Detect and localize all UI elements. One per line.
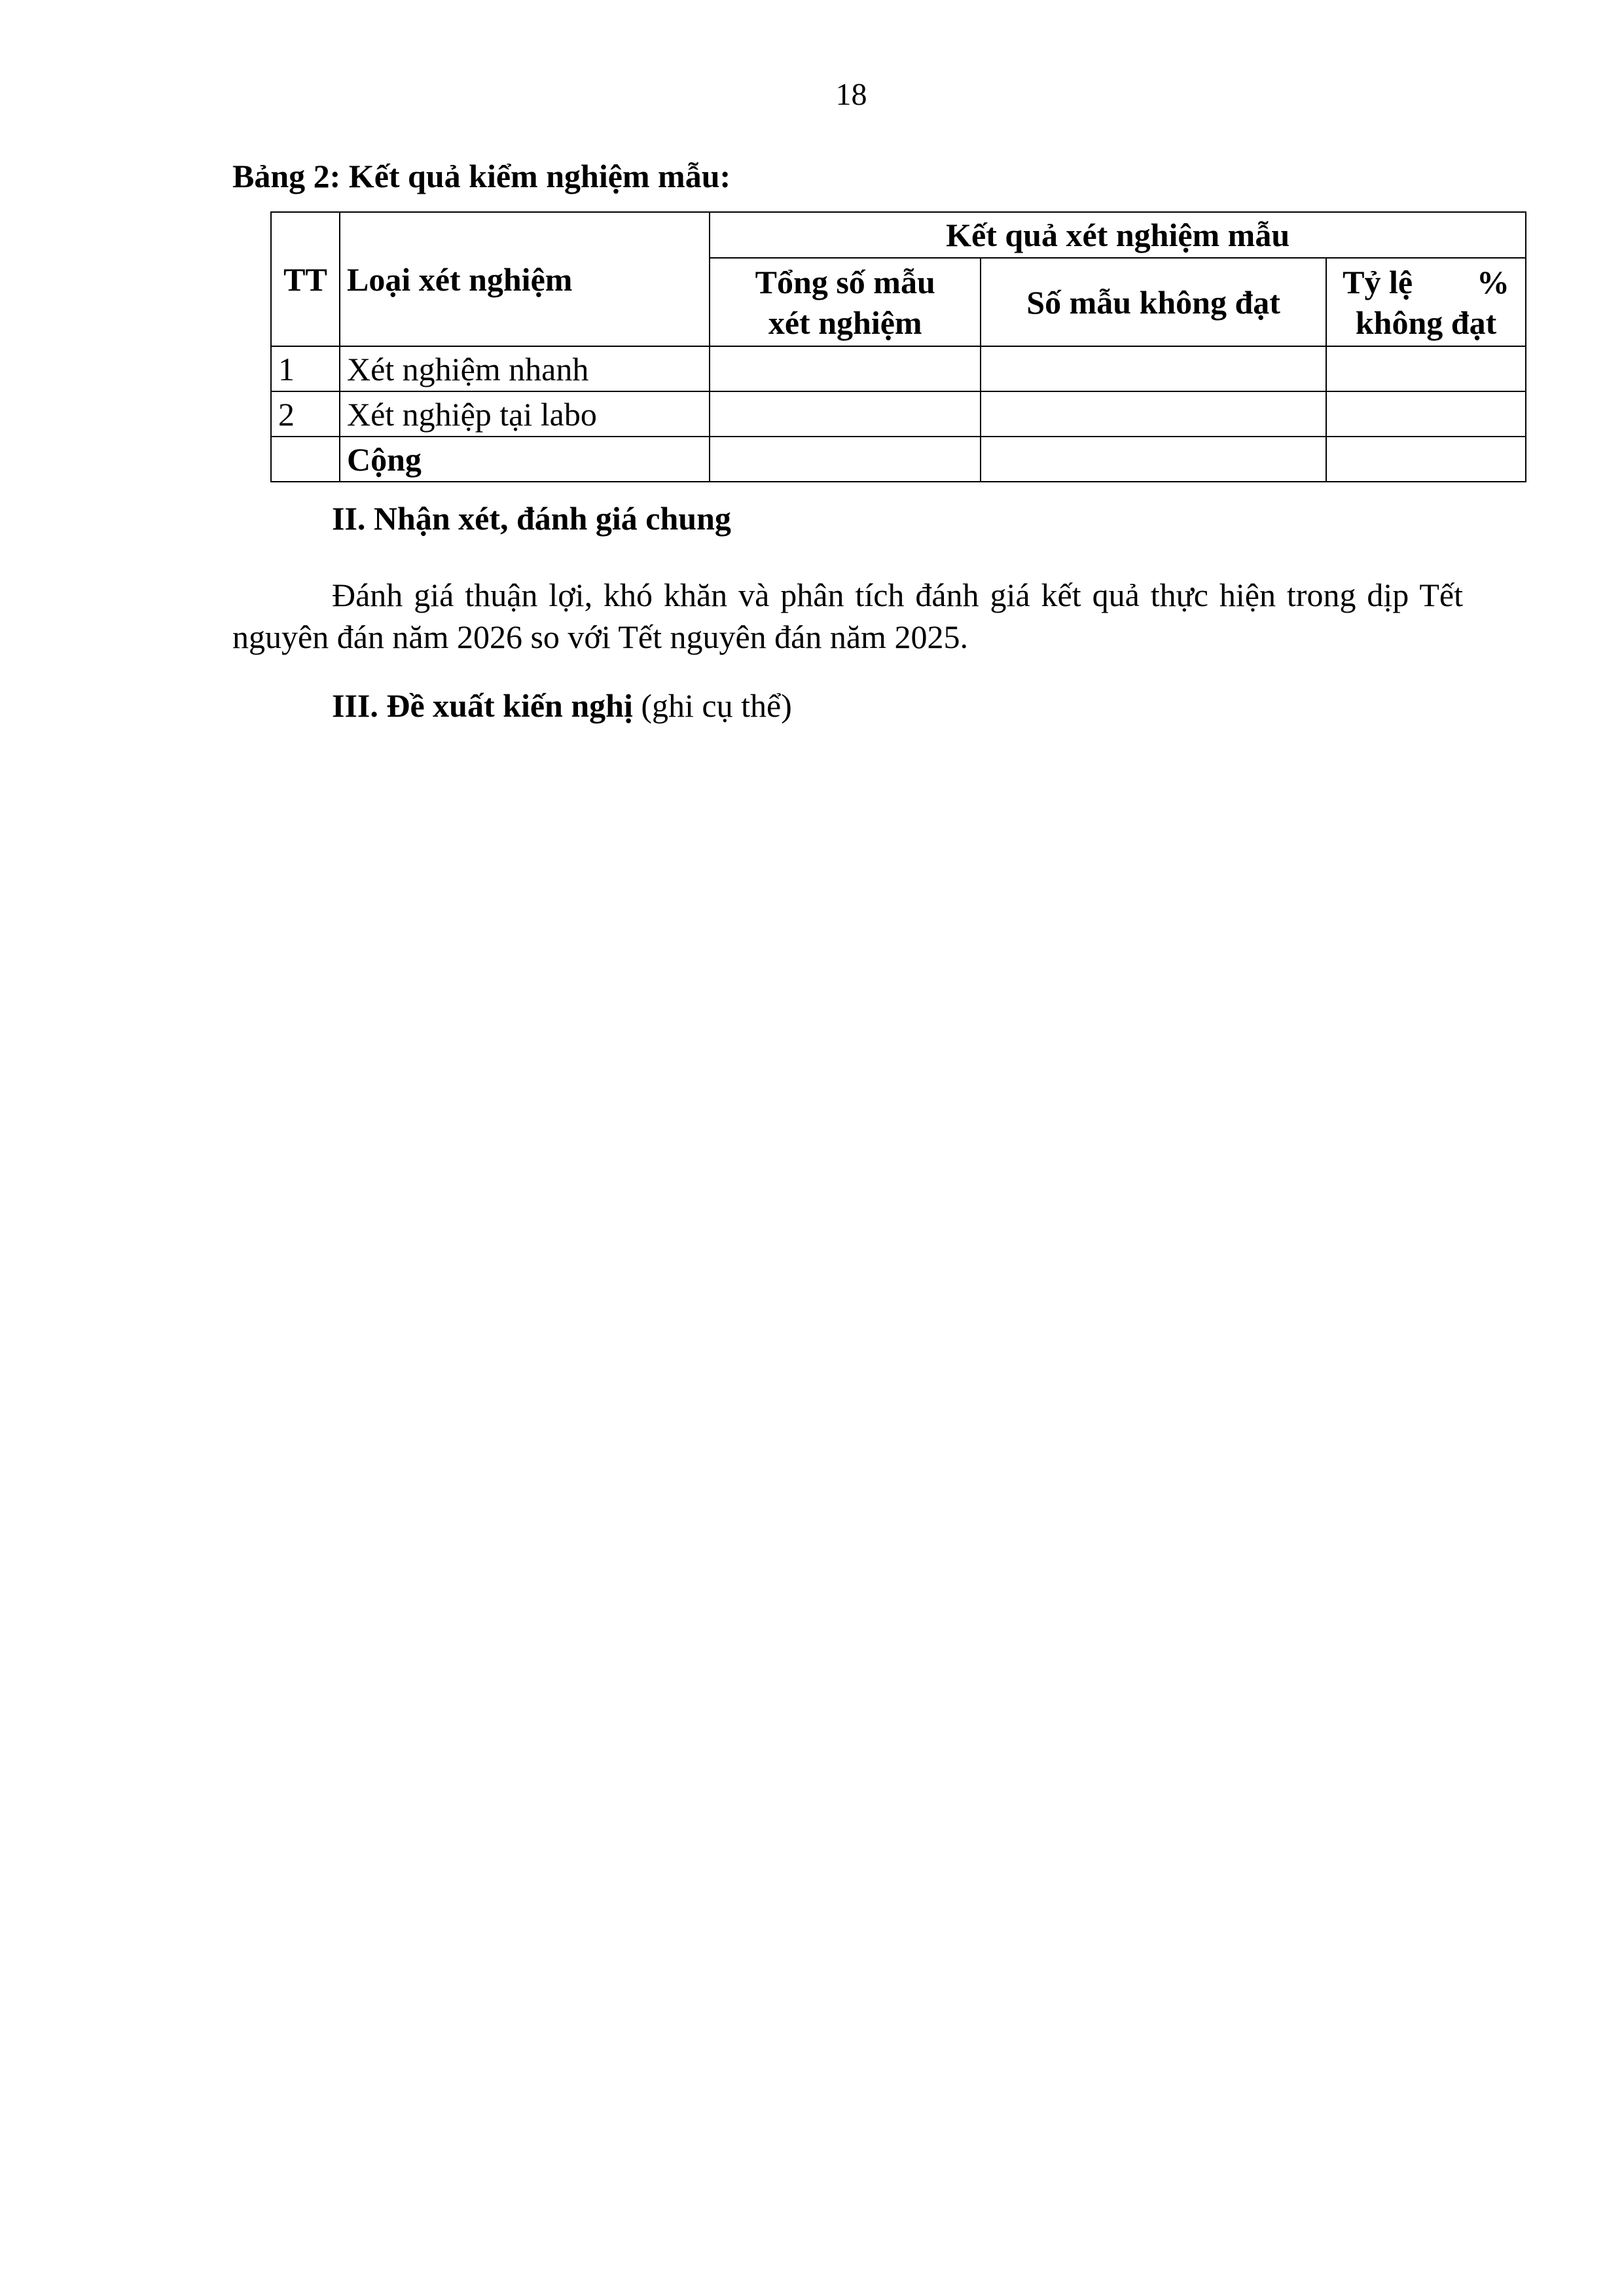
section-3-note: (ghi cụ thể) xyxy=(632,687,792,724)
row-test-type: Xét nghiệm nhanh xyxy=(340,346,710,391)
header-total-samples xyxy=(710,258,981,346)
row-fail xyxy=(981,346,1326,391)
row-rate xyxy=(1326,346,1526,391)
table-row xyxy=(271,346,1526,391)
section-2-paragraph: Đánh giá thuận lợi, khó khăn và phân tích đánh giá kết quả thực hiện trong dịp Tết nguyên đán năm 2026 so với Tết nguyên đán năm 2025. xyxy=(232,577,1463,655)
header-failed-samples: Số mẫu không đạt xyxy=(981,258,1326,346)
row-rate xyxy=(1326,437,1526,482)
header-tt: TT xyxy=(271,212,340,346)
row-total-label: Cộng xyxy=(340,437,710,482)
header-rate-percent: % xyxy=(1477,263,1509,300)
section-3-heading xyxy=(332,685,792,726)
header-rate-line2: không đạt xyxy=(1355,304,1497,341)
page-number: 18 xyxy=(835,77,867,112)
header-results-group: Kết quả xét nghiệm mẫu xyxy=(710,212,1526,258)
row-total xyxy=(710,346,981,391)
section-2-heading: II. Nhận xét, đánh giá chung xyxy=(332,500,731,537)
row-tt: 2 xyxy=(271,391,340,437)
table-caption: Bảng 2: Kết quả kiểm nghiệm mẫu: xyxy=(232,158,731,194)
row-fail xyxy=(981,437,1326,482)
row-rate xyxy=(1326,391,1526,437)
table-header-row xyxy=(271,212,1526,258)
header-rate-word: Tỷ lệ xyxy=(1343,263,1413,300)
row-fail xyxy=(981,391,1326,437)
section-3-title: III. Đề xuất kiến nghị xyxy=(332,687,633,724)
table-row xyxy=(271,391,1526,437)
row-tt: 1 xyxy=(271,346,340,391)
row-test-type: Xét nghiệp tại labo xyxy=(340,391,710,437)
header-fail-rate xyxy=(1326,258,1526,346)
row-total xyxy=(710,437,981,482)
header-test-type: Loại xét nghiệm xyxy=(340,212,710,346)
results-table xyxy=(270,211,1526,482)
header-total-line2: xét nghiệm xyxy=(768,304,922,341)
table-total-row xyxy=(271,437,1526,482)
row-tt xyxy=(271,437,340,482)
header-total-line1: Tổng số mẫu xyxy=(755,263,935,300)
row-total xyxy=(710,391,981,437)
